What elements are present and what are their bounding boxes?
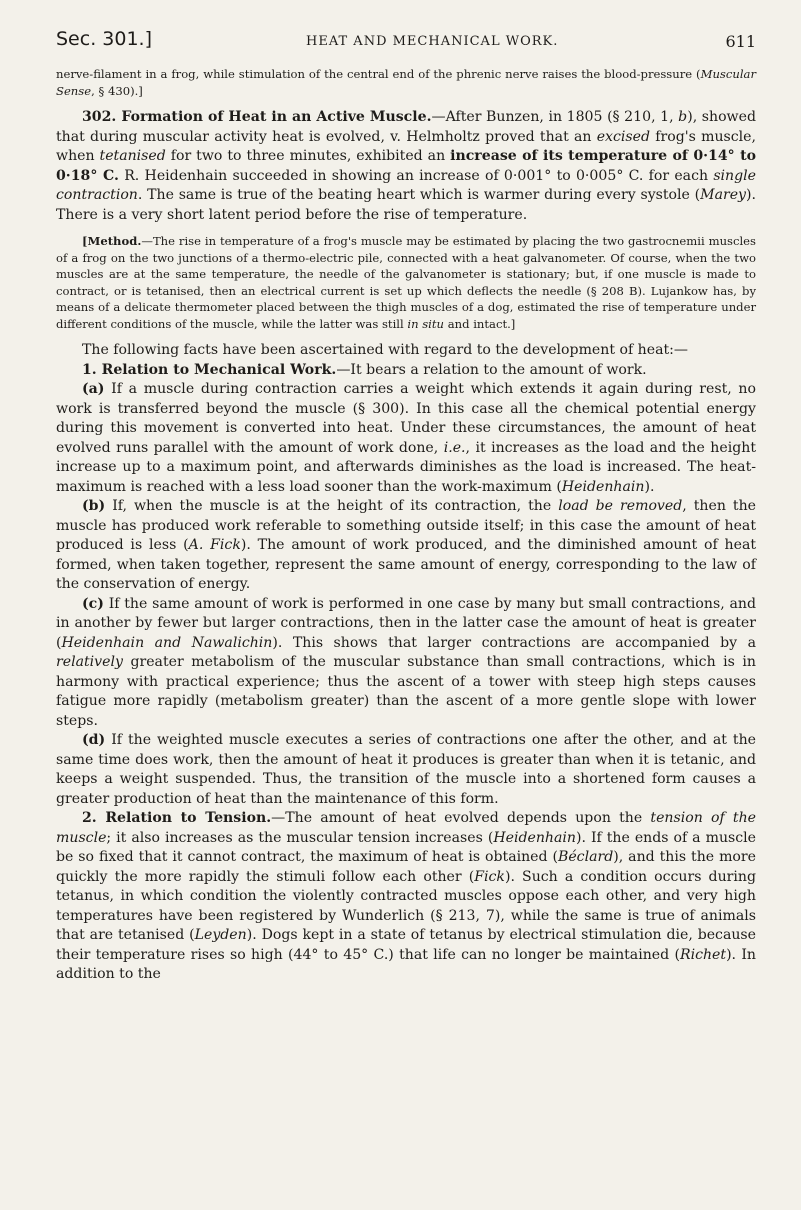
italic-run: i.e. — [443, 439, 466, 456]
body-text — [56, 66, 756, 985]
text-run: for two to three minutes, exhibited an — [165, 148, 451, 164]
text-run: frog's muscle, when — [56, 128, 756, 164]
italic-run: tension of the muscle — [56, 810, 756, 846]
text-run: ; it also increases as the muscular tension increases ( — [106, 829, 494, 846]
italic-run: Heidenhain and Nawalichin — [61, 634, 273, 651]
text-run: nerve-filament in a frog, while stimulation of the central end of the phrenic nerve raises the blood-pressure ( — [56, 67, 701, 81]
italic-run: Leyden — [194, 927, 247, 943]
running-title: HEAT AND MECHANICAL WORK. — [306, 34, 559, 49]
text-run: ). Such a condition occurs during tetanus, in which condition the violently contracted muscles oppose each other, and very high temperatures have been registered by Wunderlich (§ 213, 7), while the same is true of animals that are tetanised ( — [56, 868, 756, 943]
section-paragraph-302 — [56, 108, 756, 225]
italic-run: Richet — [679, 946, 727, 963]
bold-run: 2. Relation to Tension. — [82, 810, 272, 826]
paragraph-c — [56, 595, 756, 732]
text-run: —The amount of heat evolved depends upon the — [271, 810, 651, 826]
bold-run: 302. Formation of Heat in an Active Muscle. — [82, 109, 432, 125]
text-run: , then the muscle has produced work referable to something outside itself; in this case the amount of heat produced is less ( — [56, 498, 756, 553]
bold-run: (c) — [82, 595, 104, 612]
paragraph-tension — [56, 809, 756, 985]
italic-run: Marey — [700, 187, 747, 203]
text-run: . The same is true of the beating heart which is warmer during every systole ( — [137, 187, 701, 203]
bold-run: increase of its temperature of 0·14° to 0·18° C. — [56, 148, 756, 184]
paragraph-b — [56, 497, 756, 595]
bold-run: (a) — [82, 381, 105, 397]
text-run: The following facts have been ascertained with regard to the development of heat:— — [82, 342, 688, 358]
italic-run: excised — [596, 128, 651, 145]
italic-run: tetanised — [99, 148, 166, 164]
italic-run: Béclard — [557, 849, 614, 865]
text-run: greater metabolism of the muscular substance than small contractions, which is in harmony with practical experience; thus the ascent of a tower with steep high steps causes fatigue more rapidly (metabolism greater) than the ascent of a more gentle slope with lower steps. — [56, 654, 756, 729]
bold-run: (d) — [82, 732, 106, 748]
bold-run: 1. Relation to Mechanical Work. — [82, 361, 337, 378]
bold-run: [Method. — [82, 234, 142, 248]
continued-paragraph — [56, 66, 756, 99]
italic-run: Heidenhain — [493, 829, 576, 846]
text-run: and intact.] — [444, 316, 516, 331]
italic-run: Muscular Sense — [56, 67, 756, 98]
text-run: ). There is a very short latent period before the rise of temperature. — [56, 187, 756, 223]
text-run: ). The amount of work produced, and the diminished amount of heat formed, when taken together, represent the same amount of energy, corresponding to the law of the conservation of energy. — [56, 537, 757, 592]
method-note — [56, 233, 756, 332]
text-run: —The rise in temperature of a frog's muscle may be estimated by placing the two gastrocnemii muscles of a frog on the two junctions of a thermo-electric pile, connected with a heat galvanometer. Of course, when the two muscles are at the same temperature, the needle of the galvanometer is stationary; but, if one muscle is made to contract, or is tetanised, then an electrical current is set up which deflects the needle (§ 208 B). Lujankow has, by means of a delicate thermometer placed between the thigh muscles of a dog, estimated the rise of temperature under different conditions of the muscle, while the latter was still — [56, 234, 756, 331]
italic-run: Heidenhain — [561, 478, 645, 495]
text-run: ). If the ends of a muscle be so fixed that it cannot contract, the maximum of heat is obtained ( — [56, 829, 756, 865]
italic-run: single contraction — [56, 167, 756, 203]
text-run: If the weighted muscle executes a series of contractions one after the other, and at the same time does work, then the amount of heat it produces is greater than when it is tetanic, and keeps a weight suspended. Thus, the transition of the muscle into a shortened form causes a greater production of heat than the maintenance of this form. — [56, 732, 756, 807]
running-header — [56, 28, 756, 58]
section-marker: Sec. 301.] — [56, 28, 152, 50]
text-run: ). Dogs kept in a state of tetanus by electrical stimulation die, because their temperature rises so high (44° to 45° C.) that life can no longer be maintained ( — [56, 927, 757, 963]
text-run: —After Bunzen, in 1805 (§ 210, 1, — [431, 109, 679, 125]
paragraph-d — [56, 731, 756, 809]
text-run: ), and this the more quickly the more rapidly the stimuli follow each other ( — [56, 849, 756, 885]
text-run: If, when the muscle is at the height of its contraction, the — [105, 498, 559, 514]
facts-intro — [56, 341, 756, 361]
text-run: , § 430).] — [91, 83, 143, 98]
text-run: ). This shows that larger contractions are accompanied by a — [272, 634, 756, 651]
subsection-heading-mechanical-work — [56, 361, 756, 381]
text-run: ), showed that during muscular activity heat is evolved, v. Helmholtz proved that an — [56, 109, 756, 145]
text-run: —It bears a relation to the amount of work. — [336, 361, 647, 378]
text-run: , it increases as the load and the height increase up to a maximum point, and afterwards diminishes as the load is increased. The heat-maximum is reached with a less load sooner than the work-maximum ( — [56, 439, 756, 495]
text-run: ). — [644, 478, 655, 495]
text-run: If the same amount of work is performed in one case by many but small contractions, and in another by fewer but larger contractions, then in the latter case the amount of heat is greater ( — [56, 595, 756, 651]
text-run: R. Heidenhain succeeded in showing an increase of 0·001° to 0·005° C. for each — [118, 167, 714, 184]
italic-run: b — [678, 109, 688, 125]
text-run: ). In addition to the — [56, 946, 756, 982]
italic-run: A. Fick — [188, 537, 241, 553]
page-number: 611 — [725, 32, 756, 51]
paragraph-a — [56, 380, 756, 497]
text-run: If a muscle during contraction carries a weight which extends it again during rest, no work is transferred beyond the muscle (§ 300). In this case all the chemical potential energy during this movement is converted into heat. Under these circumstances, the amount of heat evolved runs parallel with the amount of work done, — [56, 381, 756, 456]
italic-run: in situ — [407, 316, 445, 331]
italic-run: Fick — [474, 868, 505, 885]
bold-run: (b) — [82, 498, 106, 514]
italic-run: load be removed — [558, 498, 683, 514]
italic-run: relatively — [56, 654, 123, 670]
